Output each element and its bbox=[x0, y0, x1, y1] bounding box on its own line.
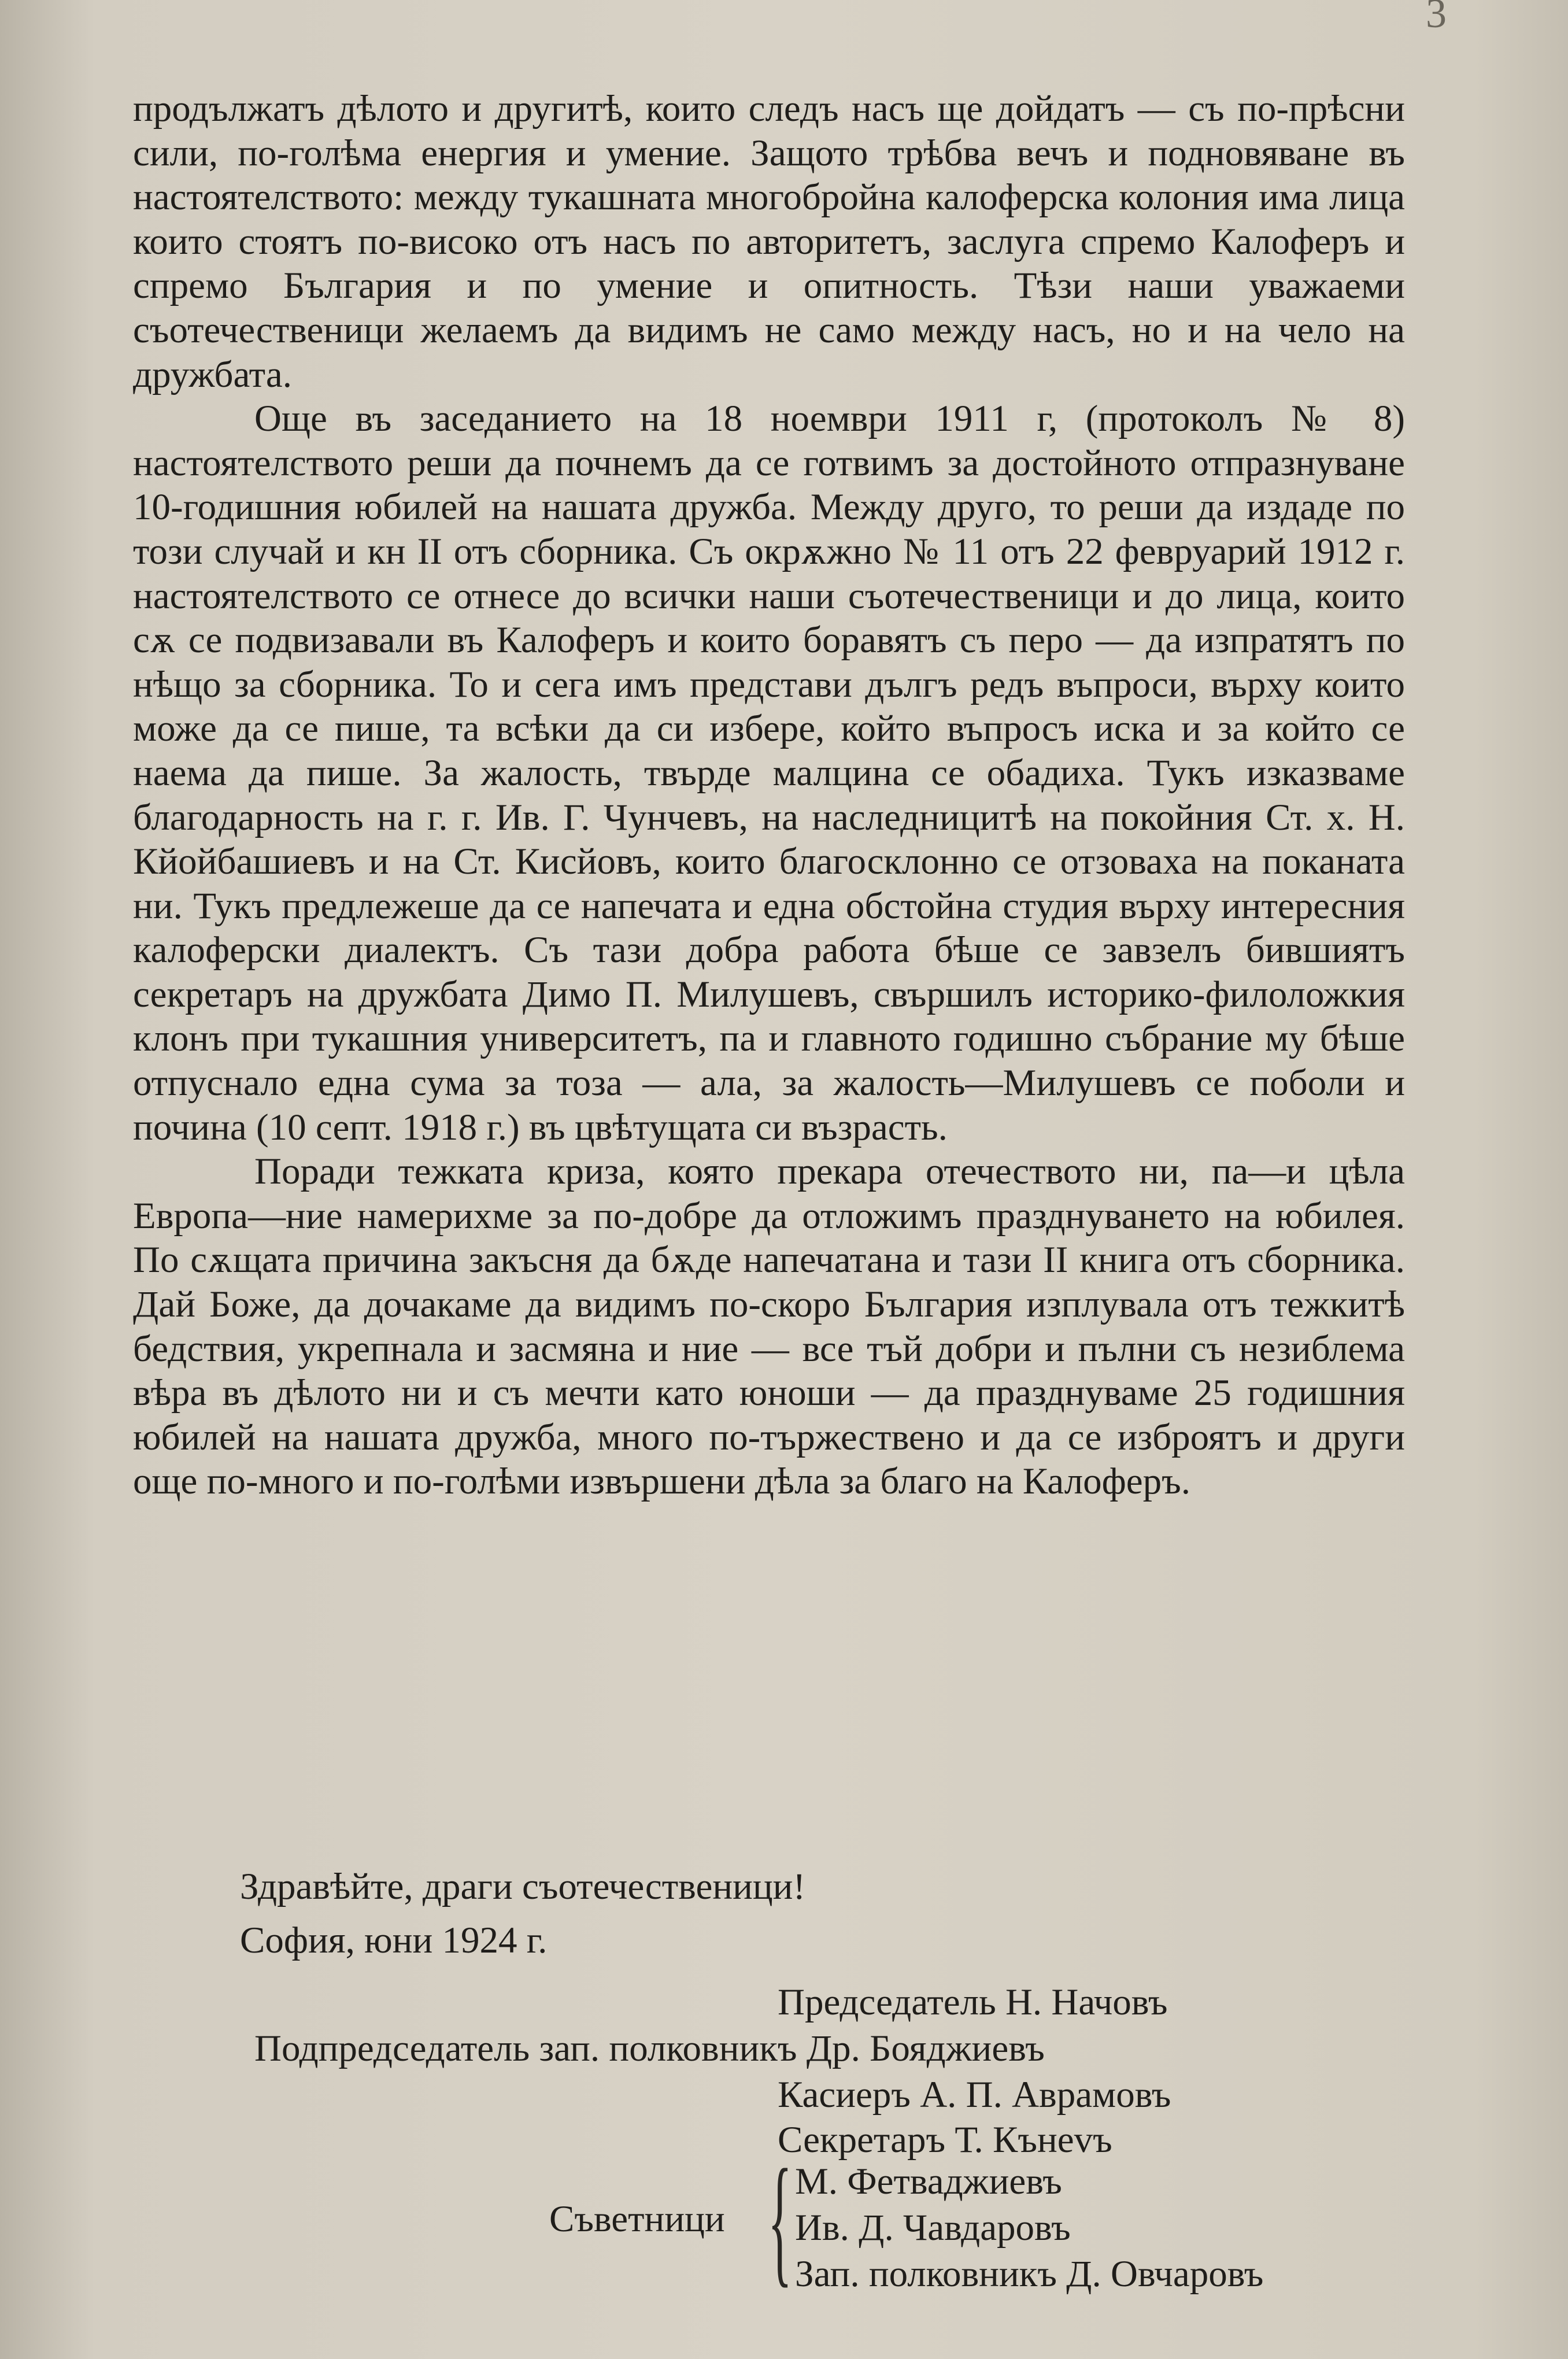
signature-secretary: Секретаръ Т. Кънevъ bbox=[778, 2119, 1112, 2161]
signature-chairman: Председатель Н. Начовъ bbox=[778, 1981, 1168, 2023]
paragraph-1: продължатъ дѣлото и другитѣ, които следъ насъ ще дойдатъ — съ по-прѣсни сили, по-голѣма енергия и умение. Защото трѣбва вечъ и подновяване въ настоятелството: между тукашната многобройна калоферска колония има лица които стоятъ по-високо отъ насъ по авторитетъ, заслуга спремо Калоферъ и спремо България и по умение и опитность. Тѣзи наши уважаеми съотечественици желаемъ да видимъ не само между насъ, но и на чело на дружбата. bbox=[133, 88, 1405, 395]
councillors-brace: { bbox=[768, 2140, 792, 2300]
councillor-1: М. Фетваджиевъ bbox=[795, 2161, 1062, 2202]
councillor-2: Ив. Д. Чавдаровъ bbox=[795, 2207, 1071, 2249]
body-text bbox=[133, 87, 1405, 1504]
councillor-3: Зап. полковникъ Д. Овчаровъ bbox=[795, 2253, 1264, 2295]
paragraph-2: Още въ заседанието на 18 ноември 1911 г, (протоколъ № 8) настоятелството реши да почнемъ да се готвимъ за достойното отпразнуване 10-годишния юбилей на нашата дружба. Между друго, то реши да издаде по този случай и кн II отъ сборника. Съ окрѫжно № 11 отъ 22 февруарий 1912 г. настоятелството се отнесе до всички наши съотечественици и до лица, които сѫ се подвизавали въ Калоферъ и които боравятъ съ перо — да изпратятъ по нѣщо за сборника. То и сега имъ представи дългъ редъ въпроси, върху които може да се пише, та всѣки да си избере, който въпросъ иска и за който се наема да пише. За жалость, твърде малцина се обадиха. Тукъ изказваме благодарность на г. г. Ив. Г. Чунчевъ, на наследницитѣ на покойния Ст. х. Н. Кйойбашиевъ и на Ст. Кисйовъ, които благосклонно се отзоваха на поканата ни. Тукъ предлежеше да се напечата и една обстойна студия върху интересния калоферски диалектъ. Съ тази добра работа бѣше се завзелъ бившиятъ секретаръ на дружбата Димо П. Милушевъ, свършилъ историко-филоложкия клонъ при тукашния университетъ, па и главното годишно събрание му бѣше отпуснало една сума за тоза — ала, за жалость—Милушевъ се поболи и почина (10 септ. 1918 г.) въ цвѣтущата си възрасть. bbox=[133, 398, 1405, 1148]
councillors-label: Съветници bbox=[549, 2198, 725, 2240]
closing-greeting: Здравѣйте, драги съотечественици! bbox=[240, 1866, 806, 1907]
page-number: 3 bbox=[1426, 0, 1447, 36]
paragraph-3: Поради тежката криза, която прекара отечеството ни, па—и цѣла Европа—ние намерихме за по-добре да отложимъ празднуването на юбилея. По сѫщата причина закъсня да бѫде напечатана и тази II книга отъ сборника. Дай Боже, да дочакаме да видимъ по-скоро България изплувала отъ тежкитѣ бедствия, укрепнала и засмяна и ние — все тъй добри и пълни съ незиблема вѣра въ дѣлото ни и съ мечти като юноши — да празднуваме 25 годишния юбилей на нашата дружба, много по-тържествено и да се изброятъ и други още по-много и по-голѣми извършени дѣла за благо на Калоферъ. bbox=[133, 1151, 1405, 1503]
signature-treasurer: Касиеръ А. П. Аврамовъ bbox=[778, 2074, 1171, 2116]
closing-place-date: София, юни 1924 г. bbox=[240, 1920, 548, 1961]
signature-vice-chairman: Подпредседатель зап. полковникъ Др. Бояджиевъ bbox=[254, 2028, 1045, 2069]
